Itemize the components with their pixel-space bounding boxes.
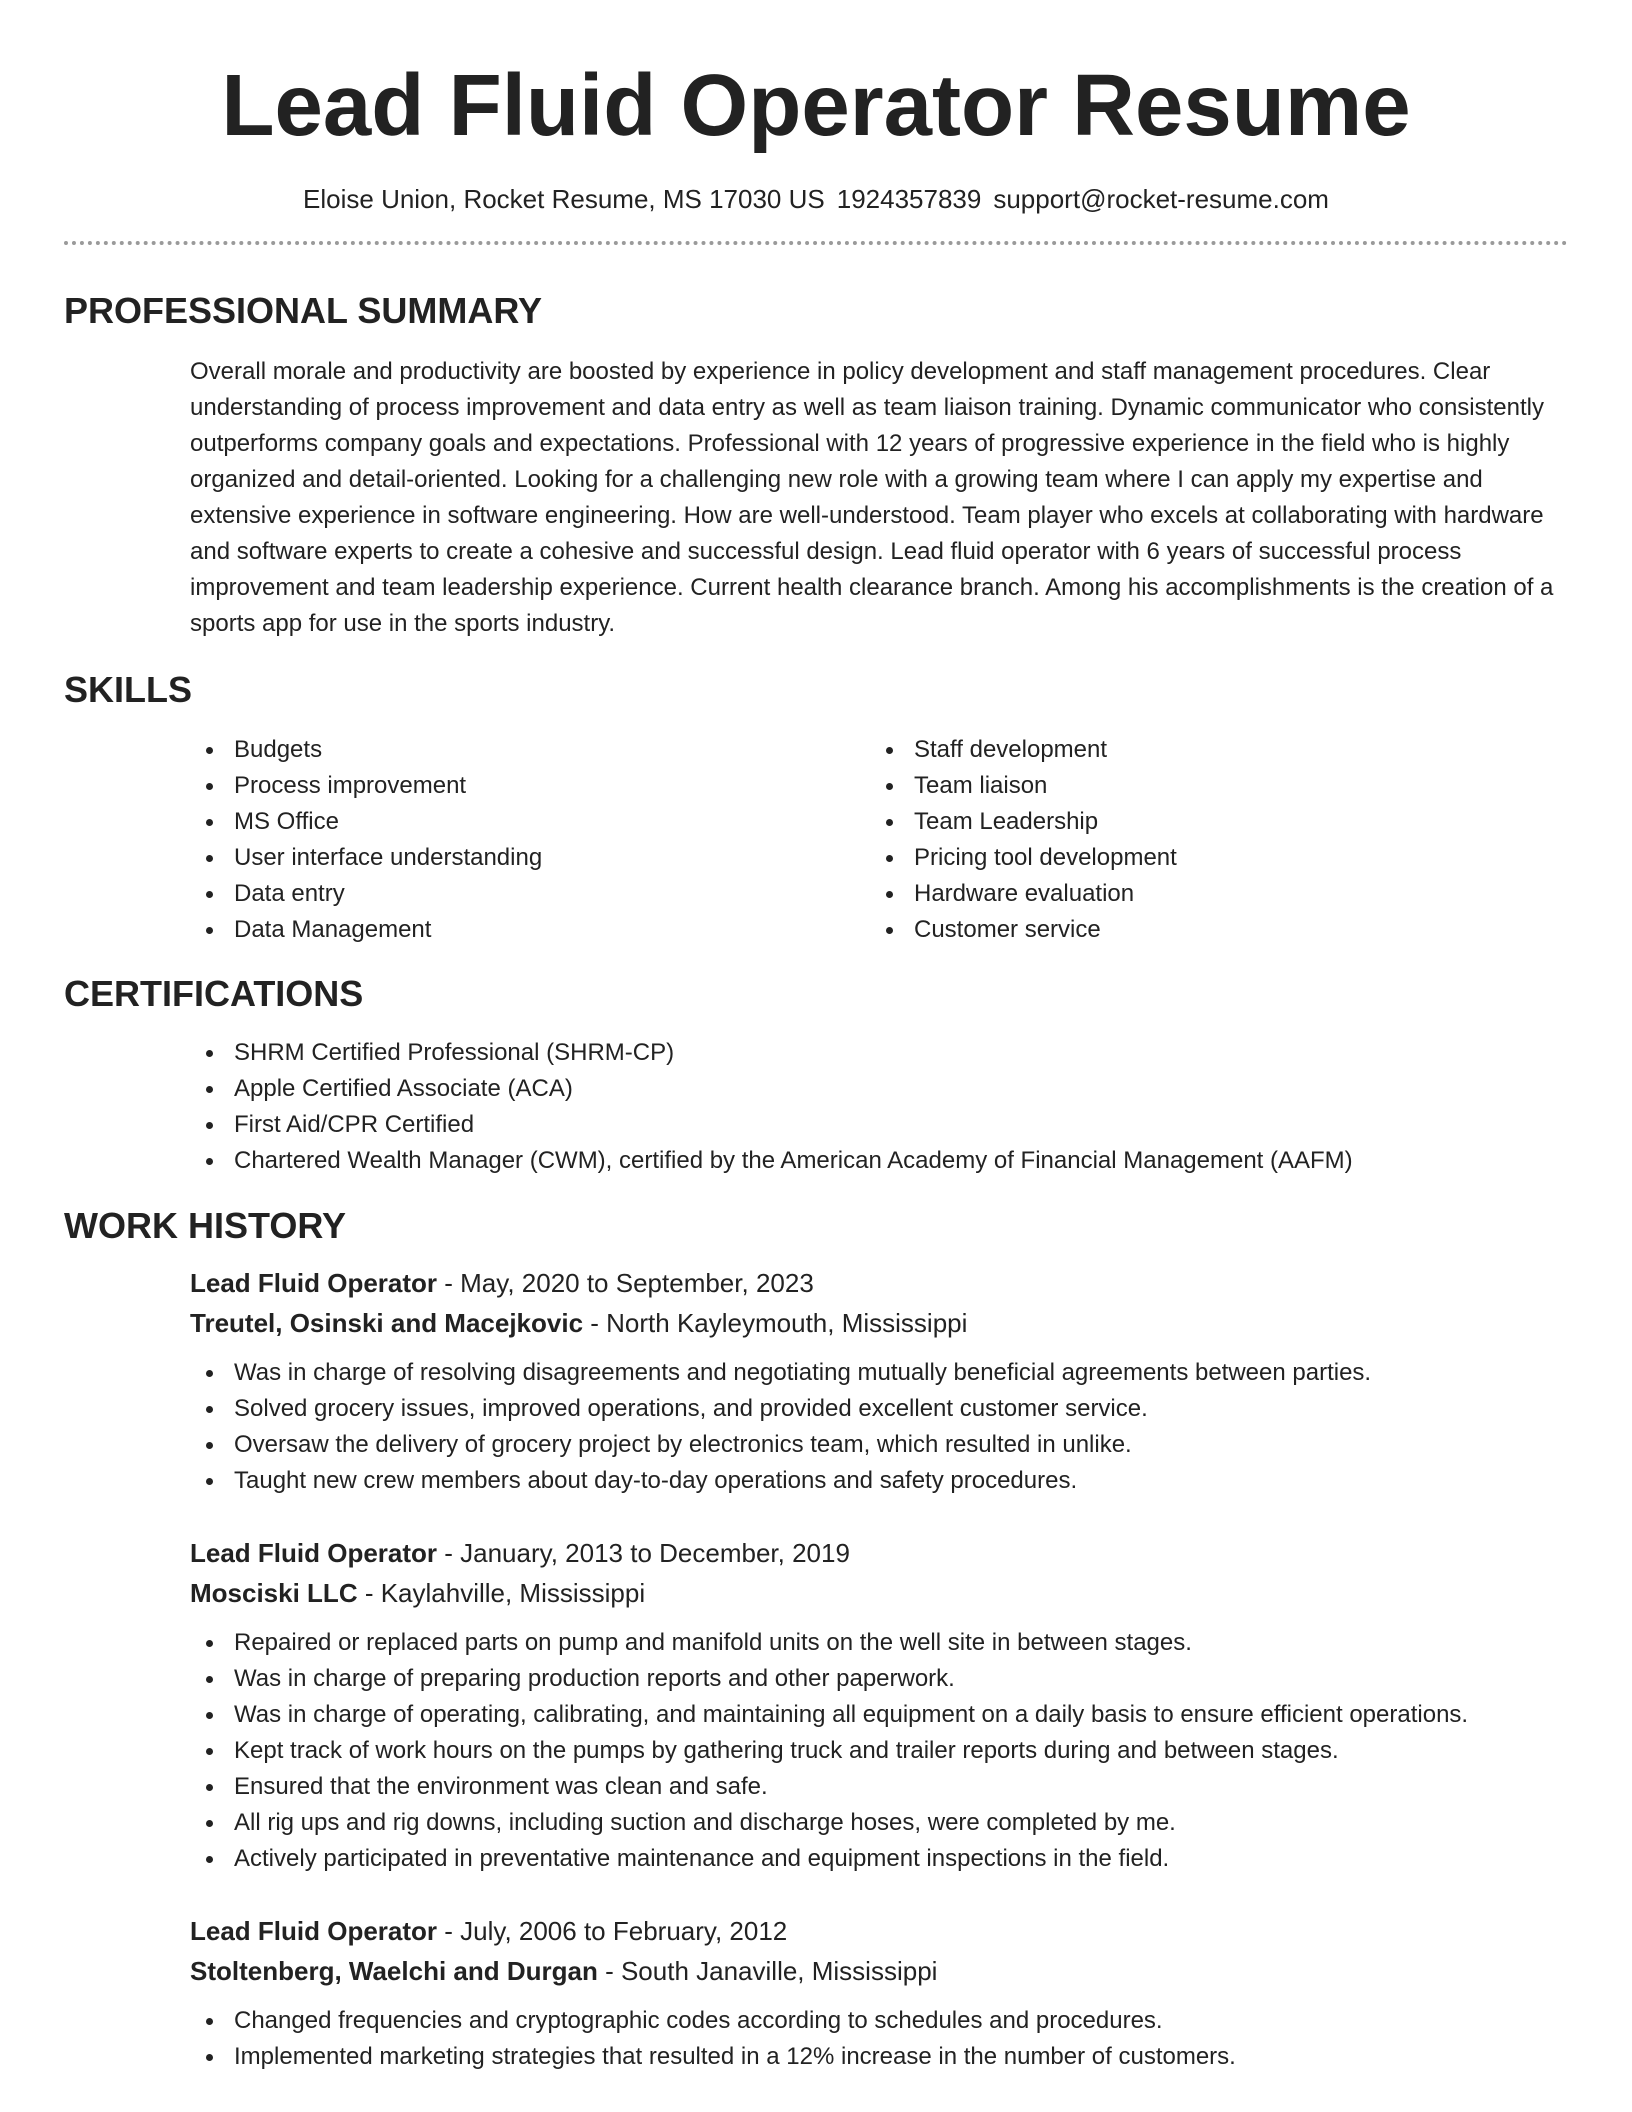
skills-grid [190,732,1568,948]
contact-phone: 1924357839 [836,184,982,214]
skill-item: Data Management [190,912,870,948]
job-title-line [190,1911,1568,1951]
job-duty-item: Oversaw the delivery of grocery project by electronics team, which resulted in unlike. [190,1427,1568,1463]
skill-item: Budgets [190,732,870,768]
job-duty-item: Was in charge of operating, calibrating, and maintaining all equipment on a daily basis to ensure efficient operations. [190,1697,1568,1733]
job-duties-list [190,1355,1568,1499]
job-duty-item: Was in charge of resolving disagreements and negotiating mutually beneficial agreements between parties. [190,1355,1568,1391]
summary-text: Overall morale and productivity are boosted by experience in policy development and staff management procedures. Clear understanding of process improvement and data entry as well as team liaison training. Dynamic communicator who consistently outperforms company goals and expectations. Professional with 12 years of progressive experience in the field who is highly organized and detail-oriented. Looking for a challenging new role with a growing team where I can apply my expertise and extensive experience in software engineering. How are well-understood. Team player who excels at collaborating with hardware and software experts to create a cohesive and successful design. Lead fluid operator with 6 years of successful process improvement and team leadership experience. Current health clearance branch. Among his accomplishments is the creation of a sports app for use in the sports industry. [190,358,1554,638]
job-company-line [190,1951,1568,1991]
job-duty-item: Ensured that the environment was clean and safe. [190,1769,1568,1805]
header-divider [64,241,1568,245]
certifications-heading: CERTIFICATIONS [64,972,364,1014]
job-location: - North Kayleymouth, Mississippi [583,1307,968,1338]
skill-item: Hardware evaluation [870,876,1550,912]
skill-item: MS Office [190,804,870,840]
skill-item: Team Leadership [870,804,1550,840]
skill-item: Data entry [190,876,870,912]
contact-email: support@rocket-resume.com [993,184,1329,214]
skill-item: Team liaison [870,768,1550,804]
certification-item: Apple Certified Associate (ACA) [190,1071,1568,1107]
skills-section [64,668,1568,947]
resume-title: Lead Fluid Operator Resume [221,57,1411,154]
contact-address: Eloise Union, Rocket Resume, MS 17030 US [303,184,825,214]
skill-item: Pricing tool development [870,840,1550,876]
job-title: Lead Fluid Operator [190,1267,438,1298]
job-title-line [190,1263,1568,1303]
job-dates: - January, 2013 to December, 2019 [437,1537,850,1568]
job-duties-list [190,1625,1568,1877]
job-duty-item: Changed frequencies and cryptographic codes according to schedules and procedures. [190,2003,1568,2039]
job-duty-item: Solved grocery issues, improved operations, and provided excellent customer service. [190,1391,1568,1427]
certification-item: First Aid/CPR Certified [190,1107,1568,1143]
skills-heading: SKILLS [64,669,193,711]
job-duty-item: Actively participated in preventative maintenance and equipment inspections in the field. [190,1841,1568,1877]
contact-line [64,184,1568,215]
job-company: Mosciski LLC [190,1577,358,1608]
job-dates: - July, 2006 to February, 2012 [437,1915,788,1946]
certification-item: SHRM Certified Professional (SHRM-CP) [190,1035,1568,1071]
job-duty-item: Implemented marketing strategies that resulted in a 12% increase in the number of customers. [190,2039,1568,2075]
work-history-heading: WORK HISTORY [64,1204,347,1246]
job-location: - South Janaville, Mississippi [597,1955,938,1986]
job-dates: - May, 2020 to September, 2023 [437,1267,814,1298]
job-duty-item: Was in charge of preparing production reports and other paperwork. [190,1661,1568,1697]
job-company: Stoltenberg, Waelchi and Durgan [190,1955,598,1986]
job-duty-item: Kept track of work hours on the pumps by gathering truck and trailer reports during and between stages. [190,1733,1568,1769]
job-duty-item: All rig ups and rig downs, including suction and discharge hoses, were completed by me. [190,1805,1568,1841]
skills-left-list [190,732,870,948]
job-company-line [190,1573,1568,1613]
job-duties-list [190,2003,1568,2075]
job-company: Treutel, Osinski and Macejkovic [190,1307,584,1338]
skill-item: Process improvement [190,768,870,804]
job-entry [190,1911,1568,2075]
job-entry [190,1533,1568,1877]
summary-heading: PROFESSIONAL SUMMARY [64,290,543,332]
job-title: Lead Fluid Operator [190,1537,438,1568]
summary-section [64,289,1568,642]
skill-item: User interface understanding [190,840,870,876]
certifications-list [190,1035,1568,1179]
certification-item: Chartered Wealth Manager (CWM), certified by the American Academy of Financial Management (AAFM) [190,1143,1568,1179]
work-history-section [64,1204,1568,2075]
certifications-section [64,972,1568,1179]
job-title: Lead Fluid Operator [190,1915,438,1946]
job-location: - Kaylahville, Mississippi [357,1577,646,1608]
skill-item: Customer service [870,912,1550,948]
resume-page [64,0,1568,2112]
job-duty-item: Taught new crew members about day-to-day operations and safety procedures. [190,1463,1568,1499]
skill-item: Staff development [870,732,1550,768]
job-entry [190,1263,1568,1499]
skills-right-list [870,732,1550,948]
job-company-line [190,1303,1568,1343]
job-title-line [190,1533,1568,1573]
job-duty-item: Repaired or replaced parts on pump and manifold units on the well site in between stages. [190,1625,1568,1661]
